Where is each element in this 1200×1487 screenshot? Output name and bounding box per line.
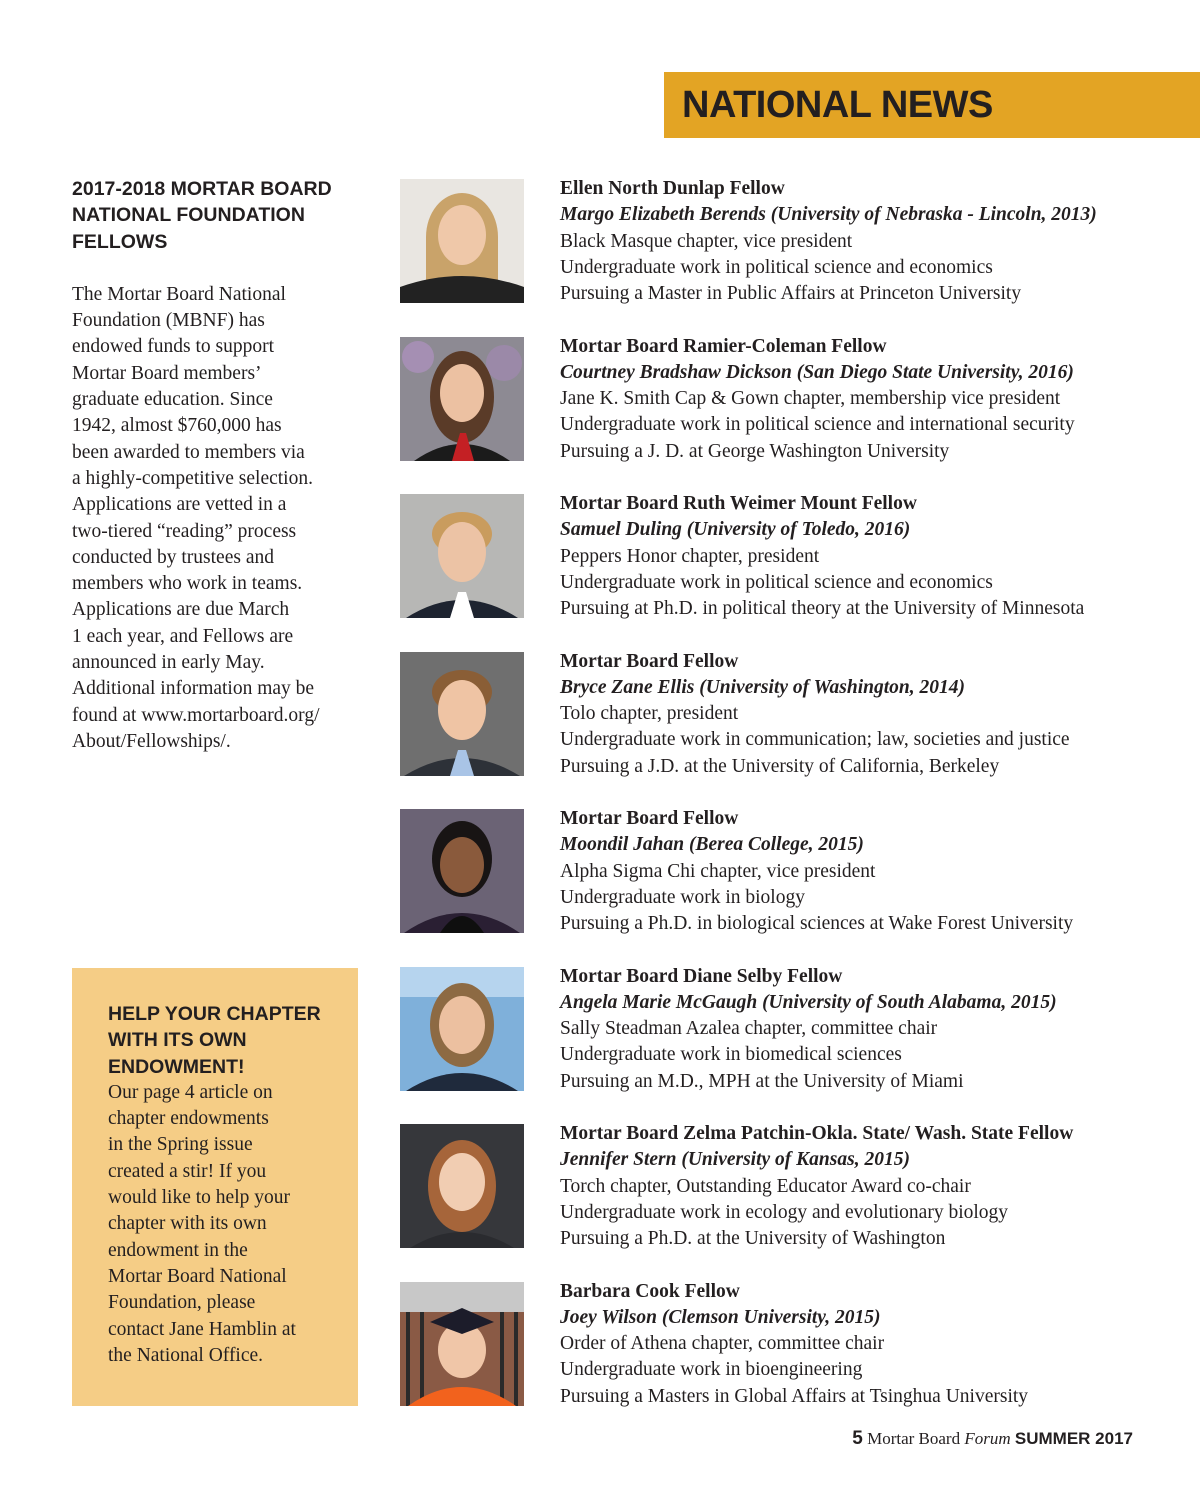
fellow-name: Courtney Bradshaw Dickson (San Diego State University, 2016) xyxy=(560,361,1074,383)
fellow-undergrad: Undergraduate work in political science and economics xyxy=(560,256,993,278)
fellow-info xyxy=(560,334,1160,465)
fellow-undergrad: Undergraduate work in ecology and evolutionary biology xyxy=(560,1201,1009,1223)
callout-line: chapter endowments xyxy=(108,1108,269,1130)
callout-body xyxy=(108,1080,338,1369)
fellow-info xyxy=(560,1121,1160,1252)
fellow-undergrad: Undergraduate work in bioengineering xyxy=(560,1359,863,1381)
fellow-photo xyxy=(400,494,524,618)
fellow-photo xyxy=(400,1124,524,1248)
heading-line: FELLOWS xyxy=(72,230,168,253)
fellowship-title: Mortar Board Ruth Weimer Mount Fellow xyxy=(560,493,917,514)
fellowship-title: Barbara Cook Fellow xyxy=(560,1280,740,1302)
fellow-entry xyxy=(400,806,1160,946)
intro-line: announced in early May. xyxy=(72,652,265,674)
fellow-chapter: Black Masque chapter, vice president xyxy=(560,230,853,252)
fellow-photo xyxy=(400,809,524,933)
fellow-name: Margo Elizabeth Berends (University of Nebraska - Lincoln, 2013) xyxy=(560,204,1097,226)
fellow-entry xyxy=(400,1121,1160,1261)
callout-line: Foundation, please xyxy=(108,1292,256,1314)
fellow-chapter: Jane K. Smith Cap & Gown chapter, membership vice president xyxy=(560,388,1061,410)
fellow-name: Angela Marie McGaugh (University of South Alabama, 2015) xyxy=(560,991,1057,1013)
callout-line: in the Spring issue xyxy=(108,1134,253,1156)
fellow-photo xyxy=(400,652,524,776)
fellowship-title: Mortar Board Ramier-Coleman Fellow xyxy=(560,335,887,357)
magazine-name: Mortar Board xyxy=(867,1429,961,1448)
intro-line: conducted by trustees and xyxy=(72,546,274,568)
fellow-entry xyxy=(400,176,1160,316)
callout-line: chapter with its own xyxy=(108,1213,267,1235)
fellow-pursuing: Pursuing a Master in Public Affairs at Princeton University xyxy=(560,283,1022,305)
fellow-info xyxy=(560,1279,1160,1410)
fellow-chapter: Alpha Sigma Chi chapter, vice president xyxy=(560,860,876,882)
fellow-info xyxy=(560,964,1160,1095)
page-number: 5 xyxy=(852,1428,863,1449)
fellow-entry xyxy=(400,964,1160,1104)
intro-line: 1942, almost $760,000 has xyxy=(72,415,282,437)
fellow-entry xyxy=(400,334,1160,474)
fellow-undergrad: Undergraduate work in biology xyxy=(560,886,805,908)
callout-line: Our page 4 article on xyxy=(108,1081,273,1103)
callout-line: endowment in the xyxy=(108,1239,248,1261)
intro-column xyxy=(72,176,362,755)
fellow-photo xyxy=(400,1282,524,1406)
fellow-chapter: Peppers Honor chapter, president xyxy=(560,545,820,567)
intro-line: Applications are vetted in a xyxy=(72,494,287,516)
endowment-callout-box xyxy=(72,968,358,1406)
intro-line: endowed funds to support xyxy=(72,336,275,358)
callout-line: created a stir! If you xyxy=(108,1160,267,1182)
section-heading xyxy=(72,176,362,255)
fellowship-title: Mortar Board Diane Selby Fellow xyxy=(560,965,843,987)
fellowship-title: Mortar Board Zelma Patchin-Okla. State/ Wash. State Fellow xyxy=(560,1123,1074,1144)
callout-line: would like to help your xyxy=(108,1187,290,1209)
callout-heading-line: ENDOWMENT! xyxy=(108,1055,245,1078)
fellow-name: Jennifer Stern (University of Kansas, 2015) xyxy=(560,1149,910,1171)
fellow-name: Moondil Jahan (Berea College, 2015) xyxy=(560,834,864,856)
fellowship-title: Mortar Board Fellow xyxy=(560,650,739,672)
fellow-name: Samuel Duling (University of Toledo, 2016) xyxy=(560,519,911,541)
intro-line: graduate education. Since xyxy=(72,389,273,411)
intro-line: 1 each year, and Fellows are xyxy=(72,625,294,647)
intro-line: a highly-competitive selection. xyxy=(72,467,313,489)
fellow-pursuing: Pursuing a Masters in Global Affairs at Tsinghua University xyxy=(560,1385,1029,1407)
fellow-photo xyxy=(400,967,524,1091)
fellow-pursuing: Pursuing a J. D. at George Washington University xyxy=(560,440,950,462)
fellow-chapter: Tolo chapter, president xyxy=(560,703,739,725)
fellow-pursuing: Pursuing at Ph.D. in political theory at the University of Minnesota xyxy=(560,598,1085,620)
heading-line: 2017-2018 MORTAR BOARD xyxy=(72,178,332,200)
fellowship-title: Mortar Board Fellow xyxy=(560,808,739,829)
fellow-name: Bryce Zane Ellis (University of Washington, 2014) xyxy=(560,676,965,698)
issue-label: SUMMER 2017 xyxy=(1014,1429,1133,1448)
intro-line: The Mortar Board National xyxy=(72,283,286,305)
fellow-undergrad: Undergraduate work in political science and economics xyxy=(560,571,993,593)
heading-line: NATIONAL FOUNDATION xyxy=(72,204,305,227)
fellow-info xyxy=(560,176,1160,307)
fellow-info xyxy=(560,491,1160,622)
intro-line: found at www.mortarboard.org/ xyxy=(72,704,320,726)
fellow-entry xyxy=(400,649,1160,789)
intro-line: Additional information may be xyxy=(72,678,315,700)
fellow-pursuing: Pursuing a J.D. at the University of California, Berkeley xyxy=(560,755,1000,777)
page-footer xyxy=(852,1428,1133,1450)
fellow-info xyxy=(560,806,1160,937)
fellow-chapter: Sally Steadman Azalea chapter, committee chair xyxy=(560,1018,938,1040)
callout-line: Mortar Board National xyxy=(108,1265,287,1287)
fellow-info xyxy=(560,649,1160,780)
callout-heading-line: WITH ITS OWN xyxy=(108,1029,247,1052)
fellow-pursuing: Pursuing a Ph.D. in biological sciences at Wake Forest University xyxy=(560,913,1074,935)
fellow-chapter: Order of Athena chapter, committee chair xyxy=(560,1333,885,1355)
intro-line: Foundation (MBNF) has xyxy=(72,310,265,332)
fellow-photo xyxy=(400,179,524,303)
fellow-undergrad: Undergraduate work in biomedical sciences xyxy=(560,1044,902,1066)
intro-line: Mortar Board members’ xyxy=(72,362,262,384)
callout-line: the National Office. xyxy=(108,1344,264,1366)
fellow-photo xyxy=(400,337,524,461)
fellow-name: Joey Wilson (Clemson University, 2015) xyxy=(560,1306,881,1328)
fellow-undergrad: Undergraduate work in political science and international security xyxy=(560,414,1075,436)
banner-title: NATIONAL NEWS xyxy=(682,84,993,126)
callout-line: contact Jane Hamblin at xyxy=(108,1318,296,1340)
intro-paragraph xyxy=(72,282,362,755)
fellow-entry xyxy=(400,491,1160,631)
callout-heading xyxy=(108,1001,338,1080)
fellowship-title: Ellen North Dunlap Fellow xyxy=(560,178,785,199)
intro-line: members who work in teams. xyxy=(72,573,303,595)
fellow-undergrad: Undergraduate work in communication; law, societies and justice xyxy=(560,729,1070,751)
callout-heading-line: HELP YOUR CHAPTER xyxy=(108,1003,321,1025)
intro-line: been awarded to members via xyxy=(72,441,305,463)
fellow-pursuing: Pursuing a Ph.D. at the University of Washington xyxy=(560,1228,946,1250)
section-banner xyxy=(664,72,1200,138)
magazine-name-italic: Forum xyxy=(964,1429,1011,1448)
fellow-pursuing: Pursuing an M.D., MPH at the University of Miami xyxy=(560,1070,964,1092)
fellow-entry xyxy=(400,1279,1160,1419)
intro-line: About/Fellowships/. xyxy=(72,730,231,752)
fellow-chapter: Torch chapter, Outstanding Educator Award co-chair xyxy=(560,1175,971,1197)
intro-line: two-tiered “reading” process xyxy=(72,520,297,542)
intro-line: Applications are due March xyxy=(72,599,290,621)
